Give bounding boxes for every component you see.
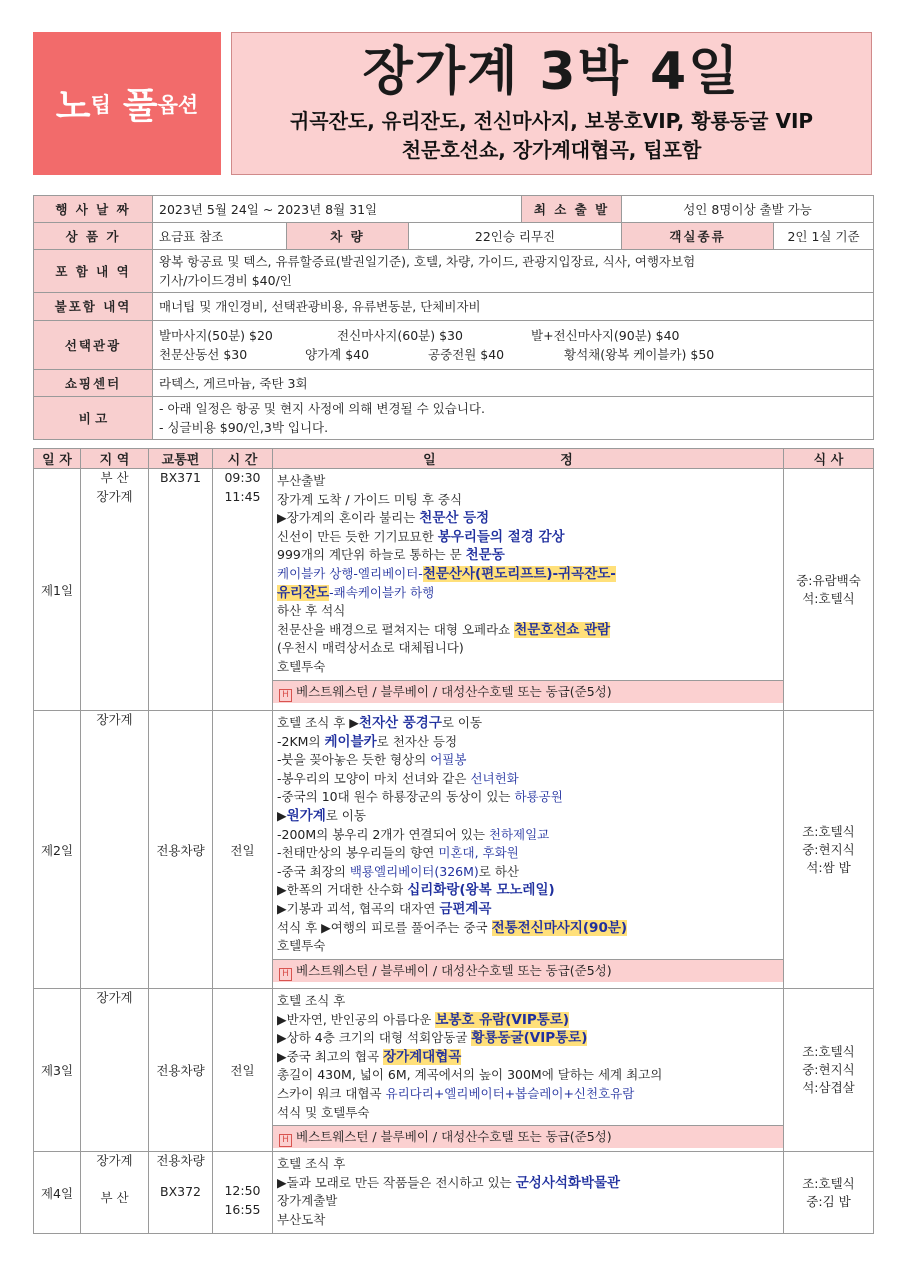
price-label: 상 품 가 bbox=[34, 223, 153, 250]
meal-item: 중:김 밥 bbox=[806, 1193, 851, 1209]
hotel-icon: H bbox=[279, 689, 292, 702]
meals bbox=[784, 469, 874, 711]
time bbox=[213, 469, 273, 711]
itinerary-line: 석식 및 호텔투숙 bbox=[277, 1104, 370, 1120]
price-value: 요금표 참조 bbox=[153, 223, 287, 250]
meal-item: 석:삼겹살 bbox=[802, 1080, 855, 1095]
itinerary-line: 호텔투숙 bbox=[277, 658, 326, 674]
itinerary-line: ▶중국 최고의 협곡 장가계대협곡 bbox=[277, 1048, 462, 1065]
period-value: 2023년 5월 24일 ~ 2023년 8월 31일 bbox=[153, 196, 522, 223]
include-label: 포 함 내 역 bbox=[34, 250, 153, 293]
transport: 전용차량 bbox=[149, 989, 213, 1152]
itinerary-line: 호텔 조식 후 ▶천자산 풍경구로 이동 bbox=[277, 715, 483, 731]
itinerary-line: 장가계출발 bbox=[277, 1193, 338, 1209]
hotel-icon: H bbox=[279, 968, 292, 981]
exclude-value: 매너팁 및 개인경비, 선택관광비용, 유류변동분, 단체비자비 bbox=[153, 293, 874, 321]
note-line-2: - 싱글비용 $90/인,3박 입니다. bbox=[159, 420, 329, 435]
itinerary-line: 호텔 조식 후 bbox=[277, 993, 346, 1008]
include-line-1: 왕복 항공료 및 텍스, 유류할증료(발권일기준), 호텔, 차량, 가이드, 관광지입장료, 식사, 여행자보험 bbox=[159, 254, 696, 269]
shopping-value: 라텍스, 게르마늄, 죽탄 3회 bbox=[153, 370, 874, 397]
meal-item: 석:쌈 밥 bbox=[806, 859, 851, 875]
optional-tour-row-1 bbox=[159, 326, 867, 345]
region: 장가계 bbox=[81, 711, 149, 989]
itinerary-line: 케이블카 상행-엘리베이터-천문산사(편도리프트)-귀곡잔도- bbox=[277, 565, 616, 582]
meals bbox=[784, 989, 874, 1152]
include-value bbox=[153, 250, 874, 293]
day-row bbox=[34, 469, 874, 711]
exclude-label: 불포함 내역 bbox=[34, 293, 153, 321]
itinerary-line: 부산출발 bbox=[277, 473, 326, 488]
itinerary-line: 신선이 만든 듯한 기기묘묘한 봉우리들의 절경 감상 bbox=[277, 528, 565, 545]
hotel-info: H 베스트웨스턴 / 블루베이 / 대성산수호텔 또는 동급(준5성) bbox=[273, 959, 783, 982]
info-table bbox=[33, 195, 874, 440]
itinerary-line: ▶기봉과 괴석, 협곡의 대자연 금편계곡 bbox=[277, 900, 492, 917]
itinerary-line: 호텔투숙 bbox=[277, 938, 326, 954]
option-item: 공중전원 $40 bbox=[428, 347, 505, 362]
meals bbox=[784, 711, 874, 989]
shopping-label: 쇼핑센터 bbox=[34, 370, 153, 397]
time-line: 12:50 bbox=[224, 1183, 261, 1198]
option-item: 발마사지(50분) $20 bbox=[159, 328, 273, 343]
option-item: 발+전신마사지(90분) $40 bbox=[531, 328, 680, 343]
vehicle-label: 차 량 bbox=[287, 223, 409, 250]
note-line-1: - 아래 일정은 항공 및 현지 사정에 의해 변경될 수 있습니다. bbox=[159, 401, 485, 416]
hotel-info: H 베스트웨스턴 / 블루베이 / 대성산수호텔 또는 동급(준5성) bbox=[273, 1125, 783, 1148]
meal-item: 중:현지식 bbox=[802, 841, 855, 857]
transport-line: 전용차량 bbox=[156, 1153, 205, 1168]
itinerary-line: 호텔 조식 후 bbox=[277, 1156, 346, 1171]
region-line: 부 산 bbox=[100, 470, 129, 485]
optional-tour-row-2 bbox=[159, 345, 867, 364]
time: 전일 bbox=[213, 989, 273, 1152]
min-departure-value: 성인 8명이상 출발 가능 bbox=[622, 196, 874, 223]
day-row bbox=[34, 989, 874, 1152]
meal-item: 조:호텔식 bbox=[802, 823, 855, 839]
day-label: 제4일 bbox=[34, 1152, 81, 1234]
vehicle-value: 22인승 리무진 bbox=[409, 223, 622, 250]
itinerary-line: -붓을 꽂아놓은 듯한 형상의 어필봉 bbox=[277, 752, 467, 768]
itinerary-line: 장가계 도착 / 가이드 미팅 후 중식 bbox=[277, 491, 463, 507]
meal-item: 조:호텔식 bbox=[802, 1044, 855, 1059]
itinerary-line: -중국 최장의 백룡엘리베이터(326M)로 하산 bbox=[277, 863, 519, 879]
option-item: 황석채(왕복 케이블카) $50 bbox=[564, 347, 715, 362]
itinerary bbox=[273, 711, 784, 989]
itinerary-line: 석식 후 ▶여행의 피로를 풀어주는 중국 전통전신마사지(90분) bbox=[277, 919, 628, 936]
itinerary-line: -2KM의 케이블카로 천자산 등정 bbox=[277, 733, 458, 750]
itinerary-line: ▶돌과 모래로 만든 작품들은 전시하고 있는 군성사석화박물관 bbox=[277, 1174, 621, 1191]
itinerary-line: (우천시 매력상서쇼로 대체됩니다) bbox=[277, 640, 464, 656]
col-region: 지 역 bbox=[81, 449, 149, 469]
transport bbox=[149, 1152, 213, 1234]
day-row bbox=[34, 1152, 874, 1234]
region-line: 장가계 bbox=[96, 488, 133, 504]
logo-no-tip-full-option bbox=[33, 32, 221, 175]
logo-text-4: 옵션 bbox=[157, 92, 199, 117]
itinerary-line: 하산 후 석식 bbox=[277, 603, 346, 619]
day-label: 제2일 bbox=[34, 711, 81, 989]
itinerary-line: ▶원가계로 이동 bbox=[277, 807, 366, 824]
day-label: 제3일 bbox=[34, 989, 81, 1152]
title-subtitle-1: 귀곡잔도, 유리잔도, 전신마사지, 보봉호VIP, 황룡동굴 VIP bbox=[289, 109, 814, 133]
itinerary bbox=[273, 469, 784, 711]
period-label: 행 사 날 짜 bbox=[34, 196, 153, 223]
time-line: 16:55 bbox=[224, 1201, 261, 1217]
itinerary-line: 유리잔도-쾌속케이블카 하행 bbox=[277, 584, 435, 601]
itinerary-line: -봉우리의 모양이 마치 선녀와 같은 선녀헌화 bbox=[277, 770, 519, 786]
itinerary-line: -천태만상의 봉우리들의 향연 미혼대, 후화원 bbox=[277, 845, 519, 861]
itinerary-line: ▶장가계의 혼이라 불리는 천문산 등정 bbox=[277, 510, 490, 527]
region: 장가계 bbox=[81, 989, 149, 1152]
logo-text-3: 풀 bbox=[122, 86, 158, 127]
room-type-label: 객실종류 bbox=[622, 223, 774, 250]
itinerary bbox=[273, 1152, 784, 1234]
itinerary bbox=[273, 989, 784, 1152]
note-value bbox=[153, 397, 874, 440]
time-line: 11:45 bbox=[224, 488, 261, 504]
itinerary-line: 총길이 430M, 넓이 6M, 계곡에서의 높이 300M에 달하는 세계 최고의 bbox=[277, 1067, 663, 1083]
transport-line: BX372 bbox=[160, 1183, 201, 1199]
title-box bbox=[231, 32, 872, 175]
region bbox=[81, 1152, 149, 1234]
itinerary-line: ▶상하 4층 크기의 대형 석회암동굴 황룡동굴(VIP통로) bbox=[277, 1030, 588, 1047]
time: 전일 bbox=[213, 711, 273, 989]
page-title: 장가계 3박 4일 bbox=[362, 42, 741, 102]
col-meal: 식 사 bbox=[784, 449, 874, 469]
meal-item: 조:호텔식 bbox=[802, 1175, 855, 1191]
time-line: 09:30 bbox=[224, 470, 261, 485]
col-time: 시 간 bbox=[213, 449, 273, 469]
option-item: 전신마사지(60분) $30 bbox=[337, 328, 463, 343]
optional-tour-value bbox=[153, 321, 874, 370]
transport: 전용차량 bbox=[149, 711, 213, 989]
room-type-value: 2인 1실 기준 bbox=[774, 223, 874, 250]
itinerary-line: 천문산을 배경으로 펼쳐지는 대형 오페라쇼 천문호선쇼 관람 bbox=[277, 621, 611, 638]
option-item: 양가계 $40 bbox=[305, 347, 370, 362]
logo-text-2: 팁 bbox=[90, 92, 111, 117]
col-transport: 교통편 bbox=[149, 449, 213, 469]
region bbox=[81, 469, 149, 711]
col-itinerary: 일 정 bbox=[273, 449, 784, 469]
include-line-2: 기사/가이드경비 $40/인 bbox=[159, 273, 292, 288]
note-label: 비 고 bbox=[34, 397, 153, 440]
itinerary-line: 스카이 워크 대협곡 유리다리+엘리베이터+봅슬레이+신천호유람 bbox=[277, 1085, 635, 1101]
day-label: 제1일 bbox=[34, 469, 81, 711]
itinerary-line: 999개의 계단위 하늘로 통하는 문 천문동 bbox=[277, 547, 505, 564]
transport: BX371 bbox=[149, 469, 213, 711]
hotel-icon: H bbox=[279, 1134, 292, 1147]
time bbox=[213, 1152, 273, 1234]
hotel-info: H 베스트웨스턴 / 블루베이 / 대성산수호텔 또는 동급(준5성) bbox=[273, 680, 783, 703]
title-subtitle-2: 천문호선쇼, 장가계대협곡, 팁포함 bbox=[401, 138, 702, 162]
itinerary-line: ▶반자연, 반인공의 아름다운 보봉호 유람(VIP통로) bbox=[277, 1011, 570, 1028]
meal-item: 석:호텔식 bbox=[802, 590, 855, 606]
itinerary-line: 부산도착 bbox=[277, 1211, 326, 1227]
min-departure-label: 최 소 출 발 bbox=[522, 196, 622, 223]
region-line: 장가계 bbox=[96, 1153, 133, 1168]
option-item: 천문산동선 $30 bbox=[159, 347, 248, 362]
meal-item: 중:현지식 bbox=[802, 1062, 855, 1077]
meal-item: 중:유람백숙 bbox=[796, 572, 861, 588]
optional-tour-label: 선택관광 bbox=[34, 321, 153, 370]
day-row bbox=[34, 711, 874, 989]
itinerary-line: ▶한폭의 거대한 산수화 십리화랑(왕복 모노레일) bbox=[277, 882, 555, 899]
meals bbox=[784, 1152, 874, 1234]
col-date: 일 자 bbox=[34, 449, 81, 469]
logo-text-1: 노 bbox=[55, 86, 91, 127]
schedule-table bbox=[33, 448, 874, 1234]
itinerary-line: -200M의 봉우리 2개가 연결되어 있는 천하제일교 bbox=[277, 826, 550, 842]
region-line: 부 산 bbox=[100, 1189, 129, 1205]
itinerary-line: -중국의 10대 원수 하룡장군의 동상이 있는 하룡공원 bbox=[277, 789, 563, 805]
